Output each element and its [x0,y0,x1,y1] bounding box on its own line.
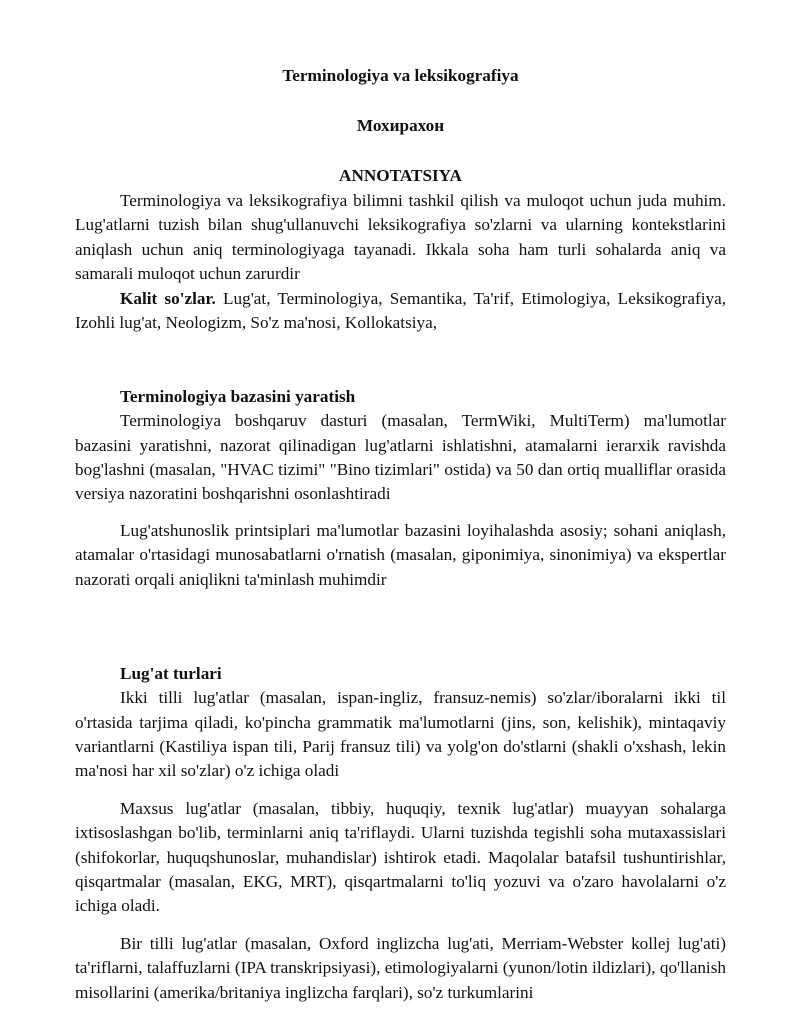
section-paragraph: Maxsus lug'atlar (masalan, tibbiy, huquqiy, texnik lug'atlar) muayyan sohalarga ixtisoslashgan bo'lib, terminlarni aniq ta'riflaydi. Ularni tuzishda tegishli soha mutaxassislari (shifokorlar, huquqshunoslar, muhandislar) ishtirok etadi. Maqolalar batafsil tushuntirishlar, qisqartmalar (masalan, EKG, MRT), qisqartmalarni to'liq yozuvi va o'zaro havolalarni o'z ichiga oladi. [75,799,726,916]
author-name: Мохирахон [356,116,445,135]
section-termbase [75,385,726,506]
annotation-paragraph: Terminologiya va leksikografiya bilimni tashkil qilish va muloqot uchun juda muhim. Lug'atlarni tuzish bilan shug'ullanuvchi leksikografiya so'zlarni va ularning kontekstlarini aniqlash uchun aniq terminologiyaga tayanadi. Ikkala soha ham turli sohalarda aniq va samarali muloqot uchun zarurdir [75,191,726,283]
section-heading: Lug'at turlari [120,664,222,683]
section-paragraph: Lug'atshunoslik printsiplari ma'lumotlar bazasini loyihalashda asosiy; sohani aniqlash, atamalar o'rtasidagi munosabatlarni o'rnatish (masalan, giponimiya, sinonimiya) va ekspertlar nazorati orqali aniqlikni ta'minlash muhimdir [75,521,726,589]
annotation-section [75,189,726,286]
section-heading: Terminologiya bazasini yaratish [120,387,356,406]
section-paragraph: Ikki tilli lug'atlar (masalan, ispan-ingliz, fransuz-nemis) so'zlar/iboralarni ikki til o'rtasida tarjima qiladi, ko'pincha grammatik ma'lumotlarni (jins, son, kelishik), mintaqaviy variantlarni (Kastiliya ispan tili, Parij fransuz tili) va yolg'on do'stlarni (shakli o'xshash, lekin ma'nosi har xil so'zlar) o'z ichiga oladi [75,688,726,781]
section-dictionary-paragraph-2 [75,797,726,918]
keywords-label: Kalit so'zlar. [120,289,216,308]
section-paragraph: Bir tilli lug'atlar (masalan, Oxford inglizcha lug'ati, Merriam-Webster kollej lug'ati) ta'riflarni, talaffuzlarni (IPA transkripsiyasi), etimologiyalarni (yunon/lotin ildizlari), qo'llanish misollarini (amerika/britaniya inglizcha farqlari), so'z turkumlarini [75,934,726,1002]
keywords-paragraph [75,287,726,336]
annotation-heading: ANNOTATSIYA [339,166,462,185]
section-dictionary-types [75,662,726,783]
section-paragraph: Terminologiya boshqaruv dasturi (masalan, TermWiki, MultiTerm) ma'lumotlar bazasini yaratishni, nazorat qilinadigan lug'atlarni ishlatishni, atamalarni ierarxik ravishda bog'lashni (masalan, "HVAC tizimi" "Bino tizimlari" ostida) va 50 dan ortiq mualliflar orasida versiya nazoratini boshqarishni osonlashtiradi [75,411,726,504]
keywords-list: Lug'at, Terminologiya, Semantika, Ta'rif, Etimologiya, Leksikografiya, Izohli lug'at, Neologizm, So'z ma'nosi, Kollokatsiya, [75,289,726,333]
document-title: Terminologiya va leksikografiya [282,66,519,85]
section-termbase-paragraph-2 [75,519,726,592]
keywords-section [75,287,726,336]
section-dictionary-paragraph-3 [75,932,726,1005]
